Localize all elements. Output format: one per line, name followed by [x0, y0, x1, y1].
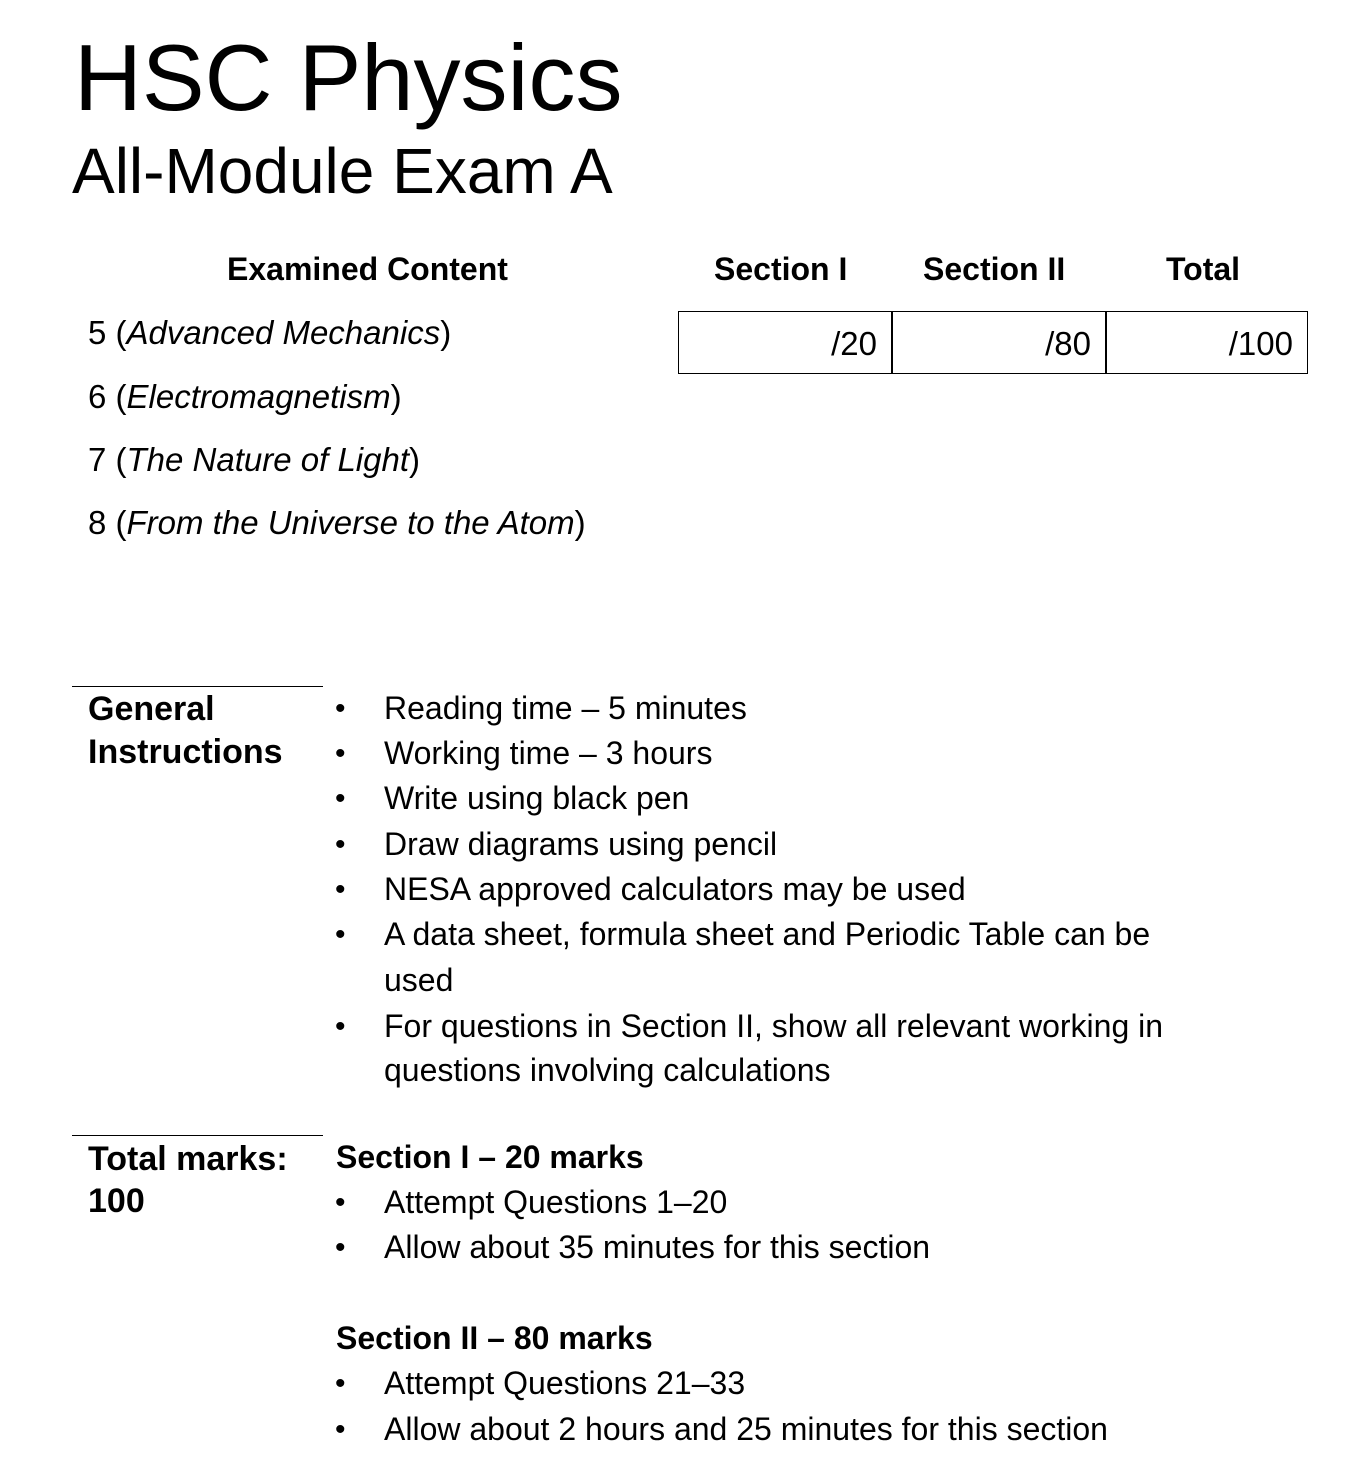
- general-instructions-label-line1: General: [88, 690, 215, 728]
- instruction-item: Write using black pen: [384, 780, 690, 816]
- module-name: Advanced Mechanics: [126, 314, 441, 351]
- bullet-icon: •: [335, 692, 346, 725]
- general-instructions-label-line2: Instructions: [88, 733, 283, 771]
- bullet-icon: •: [335, 1186, 346, 1219]
- section2-marks-heading: Section II – 80 marks: [336, 1320, 653, 1356]
- total-marks-label-line1: Total marks:: [88, 1140, 288, 1178]
- bullet-icon: •: [335, 918, 346, 951]
- divider: [72, 1135, 323, 1136]
- bullet-icon: •: [335, 1231, 346, 1264]
- total-marks-label-line2: 100: [88, 1182, 145, 1220]
- instruction-item: NESA approved calculators may be used: [384, 871, 966, 907]
- section1-marks-heading: Section I – 20 marks: [336, 1139, 644, 1175]
- instruction-item: Reading time – 5 minutes: [384, 690, 747, 726]
- page-subtitle: All-Module Exam A: [72, 135, 613, 207]
- section2-score-box[interactable]: /80: [892, 311, 1106, 374]
- instruction-item-continued: used: [384, 962, 454, 998]
- instruction-item: Draw diagrams using pencil: [384, 826, 778, 862]
- module-item: 8 (From the Universe to the Atom): [88, 504, 586, 541]
- instruction-item: A data sheet, formula sheet and Periodic Table can be: [384, 916, 1151, 952]
- instruction-item: For questions in Section II, show all relevant working in: [384, 1008, 1164, 1044]
- module-item: 5 (Advanced Mechanics): [88, 314, 452, 351]
- section1-header: Section I: [714, 251, 848, 287]
- bullet-icon: •: [335, 782, 346, 815]
- module-name: From the Universe to the Atom: [126, 504, 575, 541]
- instruction-item: Working time – 3 hours: [384, 735, 713, 771]
- module-name: Electromagnetism: [126, 378, 391, 415]
- bullet-icon: •: [335, 828, 346, 861]
- section2-item: Attempt Questions 21–33: [384, 1365, 746, 1401]
- module-item: 6 (Electromagnetism): [88, 378, 402, 415]
- instruction-item-continued: questions involving calculations: [384, 1052, 831, 1088]
- section2-header: Section II: [923, 251, 1066, 287]
- bullet-icon: •: [335, 1367, 346, 1400]
- bullet-icon: •: [335, 737, 346, 770]
- section1-item: Attempt Questions 1–20: [384, 1184, 728, 1220]
- section2-item: Allow about 2 hours and 25 minutes for this section: [384, 1411, 1108, 1447]
- total-score-box[interactable]: /100: [1106, 311, 1308, 374]
- total-header: Total: [1166, 251, 1241, 287]
- module-name: The Nature of Light: [126, 441, 410, 478]
- examined-content-header: Examined Content: [227, 251, 508, 287]
- page-title: HSC Physics: [74, 25, 623, 130]
- bullet-icon: •: [335, 873, 346, 906]
- module-item: 7 (The Nature of Light): [88, 441, 421, 478]
- bullet-icon: •: [335, 1010, 346, 1043]
- bullet-icon: •: [335, 1413, 346, 1446]
- section1-item: Allow about 35 minutes for this section: [384, 1229, 931, 1265]
- section1-score-box[interactable]: /20: [678, 311, 892, 374]
